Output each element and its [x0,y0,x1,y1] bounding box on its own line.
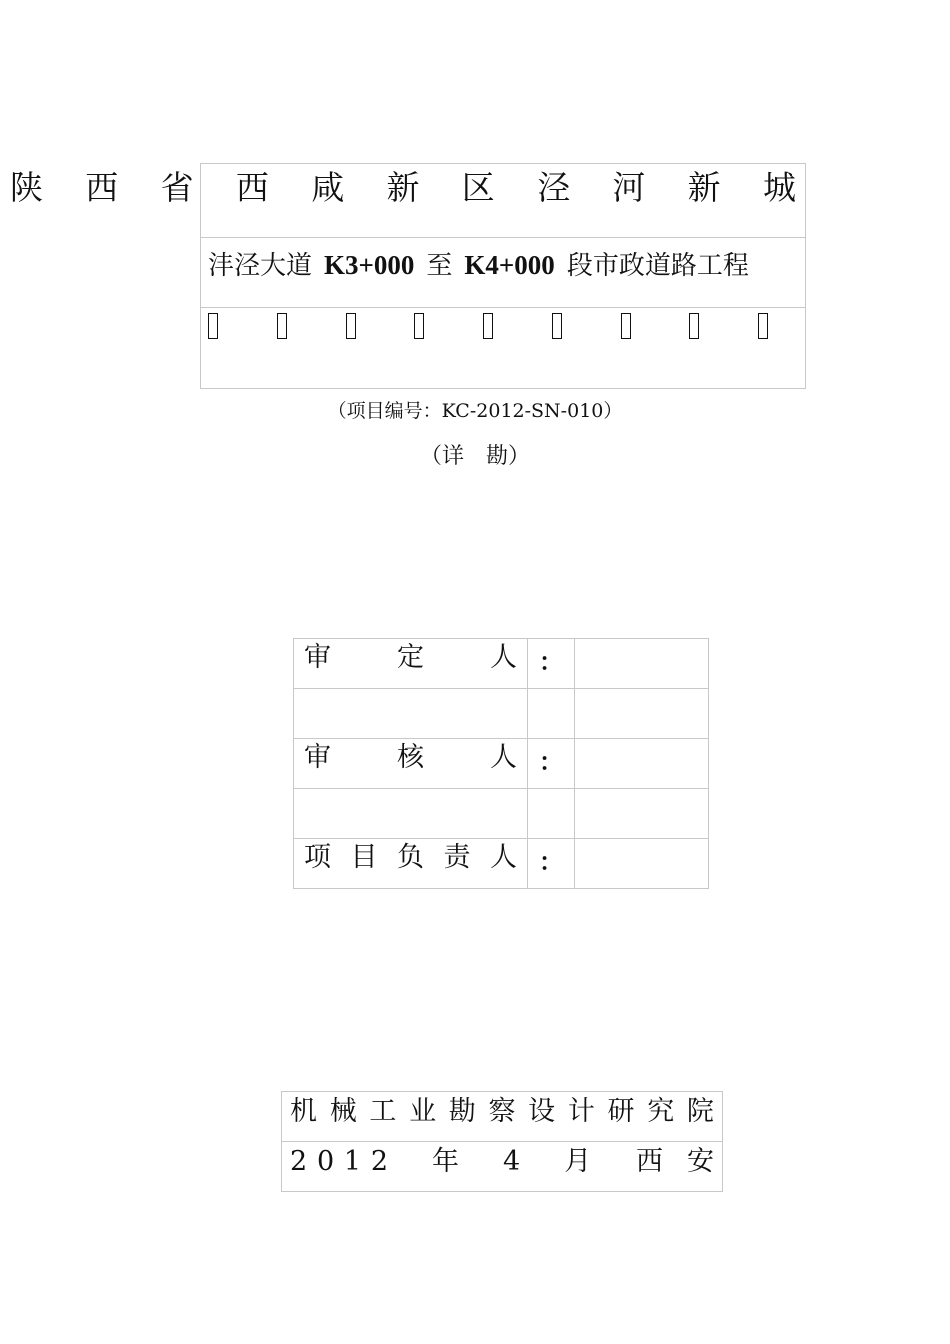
signature-table [293,638,709,889]
to-label: 至 [426,251,453,281]
table-row [294,639,709,689]
approver-signature-cell [575,639,709,689]
table-row [294,739,709,789]
title-char: 西 [235,168,269,207]
missing-glyph-icon [758,313,768,339]
road-name: 沣泾大道 [208,251,313,281]
manager-signature-cell [575,839,709,889]
end-station: K4+000 [464,250,555,280]
title-char: 省 [160,168,194,207]
survey-stage: （详 勘） [419,444,530,469]
missing-glyph-icon [346,313,356,339]
empty-cell [294,689,528,739]
title-char: 西 [85,168,119,207]
date-location [282,1142,722,1180]
title-frame-top [200,163,806,164]
colon-cell: ： [528,839,575,889]
title-frame-bottom [200,388,806,389]
manager-label-cell [294,839,528,889]
start-station: K3+000 [324,250,415,280]
table-row [282,1142,723,1192]
approver-label-cell [294,639,528,689]
reviewer-signature-cell [575,739,709,789]
missing-glyph-icon [552,313,562,339]
approver-label: 审 定 人 [304,642,517,673]
title-char: 新 [386,168,420,207]
colon-cell: ： [528,739,575,789]
city: 西 安 [636,1146,714,1177]
missing-glyph-icon [277,313,287,339]
year-unit: 年 [432,1146,459,1177]
title-divider-1 [200,237,806,238]
date-location-cell [282,1142,723,1192]
colon-cell: ： [528,639,575,689]
missing-glyph-icon [208,313,218,339]
title-char: 区 [461,168,495,207]
project-type: 段市政道路工程 [566,251,749,281]
title-frame-right [805,163,806,389]
missing-glyph-icon [689,313,699,339]
table-row [294,689,709,739]
title-divider-2 [200,307,806,308]
reviewer-label-cell [294,739,528,789]
title-char: 城 [762,168,796,207]
empty-cell [528,689,575,739]
title-char: 咸 [311,168,345,207]
manager-label: 项 目 负 责 人 [304,842,517,873]
table-row [282,1092,723,1142]
title-line-3-missing-glyphs [208,313,768,345]
title-line-2 [208,248,798,282]
year: 2 0 1 2 [290,1146,388,1177]
organization-name-cell [282,1092,723,1142]
title-char: 泾 [537,168,571,207]
reviewer-label: 审 核 人 [304,742,517,773]
empty-cell [575,689,709,739]
missing-glyph-icon [621,313,631,339]
organization-name: 机 械 工 业 勘 察 设 计 研 究 院 [290,1096,714,1127]
table-row [294,789,709,839]
title-char: 新 [687,168,721,207]
empty-cell [294,789,528,839]
organization-table [281,1091,723,1192]
title-line-1 [10,168,796,208]
missing-glyph-icon [414,313,424,339]
table-row [294,839,709,889]
title-char: 陕 [10,168,43,207]
empty-cell [528,789,575,839]
month: 4 [503,1146,521,1177]
missing-glyph-icon [483,313,493,339]
empty-cell [575,789,709,839]
month-unit: 月 [564,1146,592,1177]
project-number: （项目编号：KC-2012-SN-010） [327,400,623,422]
title-char: 河 [612,168,646,207]
